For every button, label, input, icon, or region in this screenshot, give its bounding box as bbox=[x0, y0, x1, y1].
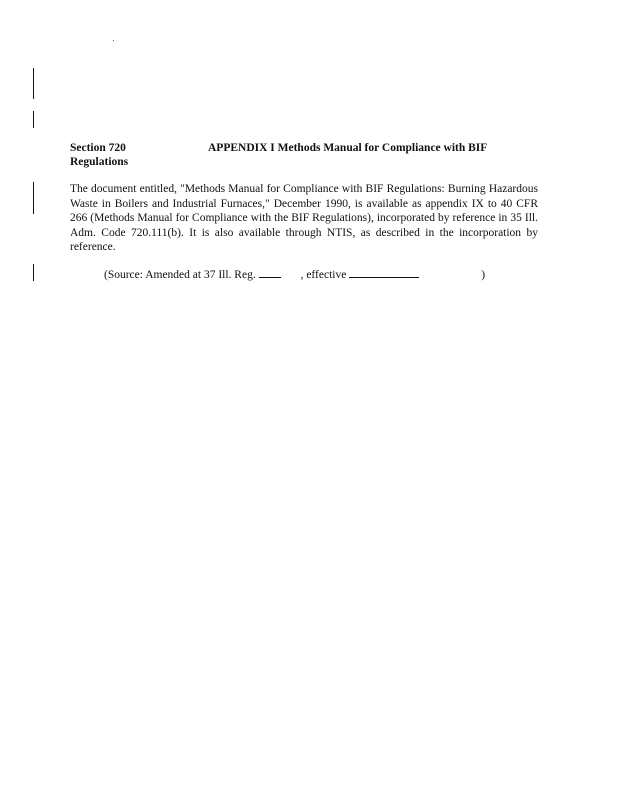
appendix-title: APPENDIX I Methods Manual for Compliance with BIF bbox=[208, 142, 488, 154]
body-paragraph: The document entitled, "Methods Manual for Compliance with BIF Regulations: Burning Hazardous Waste in Boilers and Industrial Furnaces," December 1990, is available as appendix IX to 40 CFR 266 (Methods Manual for Compliance with the BIF Regulations), incorporated by reference in 35 Ill. Adm. Code 720.111(b). It is also available through NTIS, as described in the incorporation by reference. bbox=[70, 183, 538, 254]
section-number: Section 720 bbox=[70, 142, 126, 154]
date-blank bbox=[349, 267, 419, 278]
source-note-close: ) bbox=[481, 269, 486, 281]
volume-blank bbox=[259, 267, 281, 278]
source-note bbox=[104, 267, 524, 282]
source-note-mid: , effective bbox=[300, 269, 350, 281]
appendix-title-continuation: Regulations bbox=[70, 156, 129, 168]
change-bar bbox=[33, 182, 34, 214]
source-note-open: (Source: Amended at 37 Ill. Reg. bbox=[104, 269, 259, 281]
stray-mark bbox=[113, 40, 114, 41]
change-bar bbox=[33, 111, 34, 128]
change-bar bbox=[33, 264, 34, 281]
page-blank bbox=[281, 268, 301, 278]
change-bar bbox=[33, 68, 34, 99]
